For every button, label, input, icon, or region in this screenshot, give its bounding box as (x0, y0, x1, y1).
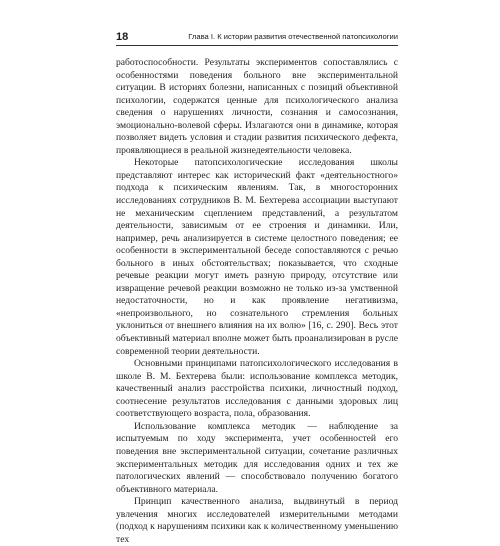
body-text (116, 57, 398, 546)
page-header (116, 28, 398, 48)
paragraph-qualitative-analysis: Принцип качественного анализа, выдвинутый в период увлечения многих исследователей измерительными методами (подход к нарушениям психики как к количественному уменьшению тех (116, 496, 398, 545)
paragraph-principles: Основными принципами патопсихологического исследования в школе В. М. Бехтерева были: использование комплекса методик, качественный анализ расстройства психики, личностный подход, соотнесение результатов исследования с данными здоровых лиц соответствующего возраста, пола, образования. (116, 358, 398, 420)
header-rule (116, 45, 398, 46)
paragraph-continuation: работоспособности. Результаты экспериментов сопоставлялись с особенностями поведения больного вне экспериментальной ситуации. В историях болезни, написанных с позиций объективной психологии, содержатся ценные для психологического анализа сведения о нарушениях личности, сознания и самосознания, эмоционально-волевой сферы. Излагаются они в динамике, которая позволяет видеть условия и стадии развития психического дефекта, проявляющиеся в реальной жизнедеятельности человека. (116, 57, 398, 156)
paragraph-methods-complex: Использование комплекса методик — наблюдение за испытуемым по ходу эксперимента, учет особенностей его поведения вне экспериментальной ситуации, сочетание различных экспериментальных методик для исследования одних и тех же патологических явлений — способствовало получению богатого объективного материала. (116, 420, 398, 495)
page-number: 18 (116, 31, 129, 43)
running-head: Глава I. К истории развития отечественной патопсихологии (188, 32, 398, 41)
paragraph-activity-approach: Некоторые патопсихологические исследования школы представляют интерес как исторический факт «деятельностного» подхода к психическим явлениям. Так, в многосторонних исследованиях сотрудников В. М. Бехтерева ассоциации выступают не механическим сцеплением представлений, а результатом деятельности, зависимым от ее строения и динамики. Или, например, речь анализируется в системе целостного поведения; ее особенности в экспериментальной беседе сопоставляются с речью больного в иных обстоятельствах; показывается, что сходные речевые реакции могут иметь разную природу, отсутствие или извращение речевой реакции возможно не только из-за умственной недостаточности, но и как проявление негативизма, «непроизвольного, но сознательного стремления больных уклониться от внешнего влияния на их волю» [16, с. 290]. Весь этот объективный материал вполне может быть проанализирован в русле современной теории деятельности. (116, 157, 398, 357)
